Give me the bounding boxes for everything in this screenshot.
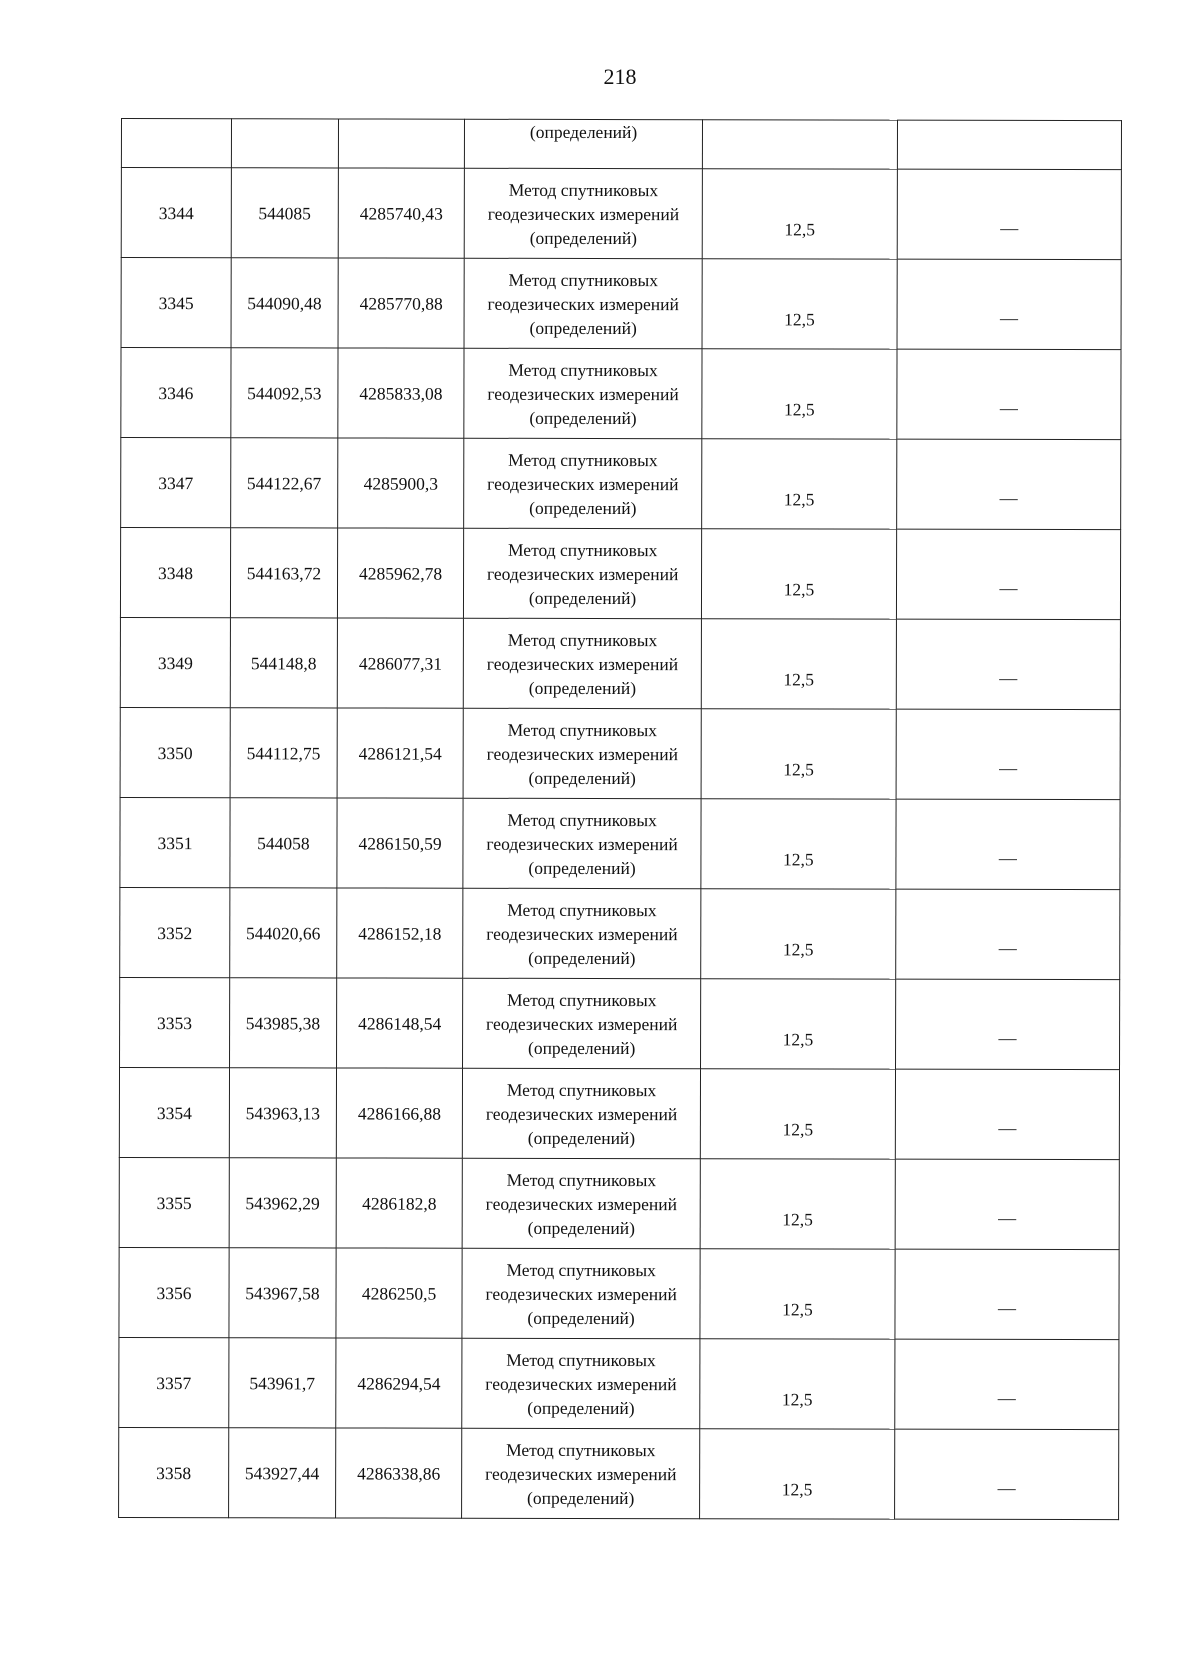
cell-note <box>897 259 1121 349</box>
note-dash: — <box>998 1117 1017 1138</box>
accuracy-value: 12,5 <box>781 1478 813 1499</box>
table-row <box>119 1427 1119 1519</box>
cell-x-coordinate: 544148,8 <box>230 618 337 708</box>
method-line-2: геодезических измерений <box>487 383 679 404</box>
cell-note <box>897 349 1121 439</box>
method-line-1: Метод спутниковых <box>506 1079 657 1100</box>
cell-method <box>462 1248 700 1338</box>
cell-accuracy <box>699 1429 894 1519</box>
cell-x-coordinate: 544085 <box>231 168 338 258</box>
cell-point-number: 3356 <box>119 1247 229 1337</box>
note-dash: — <box>1000 307 1019 328</box>
cell-method <box>464 528 702 618</box>
table-row <box>120 707 1120 799</box>
cell-note <box>896 619 1120 709</box>
cell-y-coordinate: 4286294,54 <box>336 1338 463 1428</box>
cell-method <box>465 168 703 258</box>
cell-y-coordinate: 4286182,8 <box>336 1158 463 1248</box>
cell-accuracy <box>702 439 897 529</box>
cell-y-coordinate: 4285962,78 <box>337 528 464 618</box>
cell-x-coordinate: 543962,29 <box>229 1158 336 1248</box>
cell-y-coordinate: 4285900,3 <box>337 438 464 528</box>
method-line-2: геодезических измерений <box>485 1283 677 1304</box>
cell-point-number: 3348 <box>120 528 230 618</box>
cell-accuracy <box>700 1339 895 1429</box>
cell-point-number: 3350 <box>120 707 230 797</box>
method-line-1: Метод спутниковых <box>506 1349 656 1370</box>
cell-accuracy <box>702 259 897 349</box>
table-row <box>120 797 1120 889</box>
table-row <box>119 1247 1119 1339</box>
table-row <box>121 258 1121 350</box>
table-row <box>119 1157 1119 1249</box>
method-line-2: геодезических измерений <box>486 923 678 944</box>
cell-method <box>462 1428 700 1518</box>
note-dash: — <box>999 577 1018 598</box>
table-row <box>120 977 1120 1069</box>
cell-y-coordinate: 4286250,5 <box>336 1248 463 1338</box>
method-line-3: (определений) <box>527 1487 635 1508</box>
cell-empty <box>897 120 1121 169</box>
cell-y-coordinate: 4286121,54 <box>337 708 464 798</box>
accuracy-value: 12,5 <box>783 668 815 689</box>
method-line-3: (определений) <box>529 497 637 518</box>
cell-note <box>895 1069 1119 1159</box>
method-line-2: геодезических измерений <box>486 653 679 674</box>
cell-point-number: 3346 <box>121 348 231 438</box>
cell-x-coordinate: 543963,13 <box>229 1068 336 1158</box>
cell-empty <box>702 120 897 169</box>
table-row <box>120 887 1120 979</box>
cell-x-coordinate: 544090,48 <box>231 258 338 348</box>
cell-empty <box>338 119 465 168</box>
method-line-1: Метод спутниковых <box>508 179 659 200</box>
accuracy-value: 12,5 <box>782 938 814 959</box>
method-line-1: Метод спутниковых <box>507 989 657 1010</box>
cell-y-coordinate: 4286077,31 <box>337 618 464 708</box>
cell-point-number: 3349 <box>120 617 230 707</box>
cell-note <box>896 889 1120 979</box>
cell-method <box>463 978 701 1068</box>
method-line-3: (определений) <box>529 317 637 338</box>
cell-point-number: 3354 <box>119 1067 229 1157</box>
method-line-3: (определений) <box>527 1127 636 1148</box>
cell-method <box>464 348 702 438</box>
cell-note <box>896 529 1120 619</box>
cell-x-coordinate: 544112,75 <box>230 708 337 798</box>
cell-x-coordinate: 544058 <box>230 798 337 888</box>
accuracy-value: 12,5 <box>784 218 815 239</box>
cell-note <box>895 1249 1119 1339</box>
cell-method <box>464 258 702 348</box>
method-line-3: (определений) <box>527 1397 635 1418</box>
cell-note <box>895 1339 1119 1429</box>
note-dash: — <box>998 937 1017 958</box>
method-line-2: геодезических измерений <box>486 1013 678 1034</box>
cell-accuracy <box>701 619 896 709</box>
method-line-2: геодезических измерений <box>485 1373 677 1394</box>
note-dash: — <box>997 1387 1016 1408</box>
method-line-1: Метод спутниковых <box>508 269 659 290</box>
method-line-2: геодезических измерений <box>485 1193 678 1214</box>
cell-note <box>897 439 1121 529</box>
cell-empty <box>121 119 231 168</box>
cell-point-number: 3357 <box>119 1337 229 1427</box>
method-line-3: (определений) <box>527 1307 635 1328</box>
method-line-1: Метод спутниковых <box>507 539 658 560</box>
method-line-3: (определений) <box>528 857 636 878</box>
cell-x-coordinate: 544163,72 <box>230 528 337 618</box>
cell-y-coordinate: 4286150,59 <box>337 798 464 888</box>
note-dash: — <box>999 757 1018 778</box>
accuracy-value: 12,5 <box>781 1388 813 1409</box>
method-line-3: (определений) <box>527 1217 635 1238</box>
accuracy-value: 12,5 <box>783 848 814 869</box>
note-dash: — <box>997 1297 1016 1318</box>
cell-note <box>894 1429 1118 1519</box>
cell-point-number: 3358 <box>119 1427 229 1517</box>
cell-x-coordinate: 544020,66 <box>230 888 337 978</box>
cell-method-continuation: (определений) <box>465 119 703 168</box>
cell-accuracy <box>701 529 896 619</box>
cell-method <box>463 798 701 888</box>
cell-accuracy <box>701 889 896 979</box>
cell-method <box>463 888 701 978</box>
method-line-1: Метод спутниковых <box>507 629 658 650</box>
table-row <box>121 168 1121 260</box>
method-line-1: Метод спутниковых <box>508 449 658 470</box>
cell-point-number: 3353 <box>120 977 230 1067</box>
note-dash: — <box>1000 217 1019 238</box>
method-line-1: Метод спутниковых <box>506 1439 656 1460</box>
cell-note <box>895 1159 1119 1249</box>
accuracy-value: 12,5 <box>782 1298 813 1319</box>
table-body <box>119 119 1122 1520</box>
method-line-2: геодезических измерений <box>487 203 680 224</box>
method-line-2: геодезических измерений <box>485 1463 677 1484</box>
table-row <box>119 1337 1119 1429</box>
accuracy-value: 12,5 <box>782 1208 813 1229</box>
method-line-2: геодезических измерений <box>487 293 679 314</box>
cell-point-number: 3355 <box>119 1157 229 1247</box>
cell-point-number: 3352 <box>120 887 230 977</box>
accuracy-value: 12,5 <box>782 1028 814 1049</box>
cell-x-coordinate: 543985,38 <box>229 978 336 1068</box>
cell-x-coordinate: 543967,58 <box>229 1248 336 1338</box>
table-row <box>119 1067 1119 1159</box>
method-line-2: геодезических измерений <box>487 473 679 494</box>
cell-y-coordinate: 4286166,88 <box>336 1068 463 1158</box>
cell-accuracy <box>702 169 897 259</box>
note-dash: — <box>999 487 1018 508</box>
table-row <box>121 438 1121 530</box>
method-line-3: (определений) <box>528 947 636 968</box>
accuracy-value: 12,5 <box>783 488 815 509</box>
accuracy-value: 12,5 <box>784 308 815 329</box>
accuracy-value: 12,5 <box>783 398 815 419</box>
method-line-1: Метод спутниковых <box>507 899 657 920</box>
cell-accuracy <box>700 1069 895 1159</box>
cell-method <box>462 1338 700 1428</box>
cell-accuracy <box>701 709 896 799</box>
cell-point-number: 3351 <box>120 797 230 887</box>
cell-y-coordinate: 4285740,43 <box>338 168 465 258</box>
accuracy-value: 12,5 <box>783 578 815 599</box>
cell-note <box>895 979 1119 1069</box>
page-number: 218 <box>603 64 637 89</box>
cell-point-number: 3347 <box>121 438 231 528</box>
cell-accuracy <box>700 1159 895 1249</box>
method-line-3: (определений) <box>527 1037 636 1058</box>
table-row <box>121 348 1121 440</box>
cell-accuracy <box>700 1249 895 1339</box>
cell-x-coordinate: 544122,67 <box>231 438 338 528</box>
cell-x-coordinate: 544092,53 <box>231 348 338 438</box>
method-line-1: Метод спутниковых <box>506 1259 656 1280</box>
note-dash: — <box>999 397 1018 418</box>
cell-accuracy <box>700 979 895 1069</box>
method-line-1: Метод спутниковых <box>507 809 657 830</box>
cell-y-coordinate: 4286338,86 <box>335 1428 462 1518</box>
cell-note <box>896 799 1120 889</box>
cell-accuracy <box>701 799 896 889</box>
cell-x-coordinate: 543927,44 <box>229 1428 336 1518</box>
cell-note <box>897 169 1121 259</box>
table-row <box>120 617 1120 709</box>
note-dash: — <box>998 1207 1017 1228</box>
method-line-1: Метод спутниковых <box>506 1169 657 1190</box>
note-dash: — <box>998 1027 1017 1048</box>
method-line-1: Метод спутниковых <box>508 359 658 380</box>
cell-note <box>896 709 1120 799</box>
note-dash: — <box>999 667 1018 688</box>
note-dash: — <box>997 1477 1016 1498</box>
cell-y-coordinate: 4285833,08 <box>338 348 465 438</box>
method-line-2: геодезических измерений <box>486 743 678 764</box>
method-line-2: геодезических измерений <box>486 833 678 854</box>
accuracy-value: 12,5 <box>782 1118 814 1139</box>
method-line-3: (определений) <box>528 677 637 698</box>
method-line-3: (определений) <box>528 587 637 608</box>
cell-method <box>463 708 701 798</box>
cell-method <box>463 1068 701 1158</box>
coordinates-table <box>118 118 1122 1520</box>
cell-method <box>464 618 702 708</box>
cell-accuracy <box>702 349 897 439</box>
table-row <box>120 528 1120 620</box>
cell-point-number: 3345 <box>121 258 231 348</box>
method-line-3: (определений) <box>528 767 636 788</box>
accuracy-value: 12,5 <box>783 758 814 779</box>
cell-x-coordinate: 543961,7 <box>229 1338 336 1428</box>
method-line-2: геодезических измерений <box>486 563 679 584</box>
method-line-3: (определений) <box>529 227 638 248</box>
cell-point-number: 3344 <box>121 168 231 258</box>
cell-y-coordinate: 4285770,88 <box>338 258 465 348</box>
table-row-continuation <box>121 119 1121 170</box>
cell-method <box>462 1158 700 1248</box>
cell-method <box>464 438 702 528</box>
cell-empty <box>231 119 338 168</box>
method-line-1: Метод спутниковых <box>507 719 658 740</box>
cell-y-coordinate: 4286148,54 <box>336 978 463 1068</box>
method-line-3: (определений) <box>529 407 637 428</box>
note-dash: — <box>998 847 1017 868</box>
cell-y-coordinate: 4286152,18 <box>336 888 463 978</box>
method-line-2: геодезических измерений <box>485 1103 678 1124</box>
